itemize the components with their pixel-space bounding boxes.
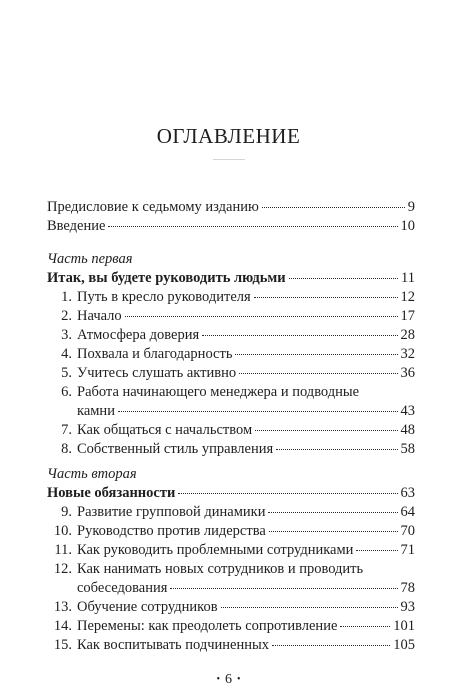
toc-entry-title: Атмосфера доверия (77, 327, 200, 343)
toc-entry-page: 17 (400, 308, 415, 324)
toc-entry-page: 12 (400, 289, 415, 305)
toc-entry-page: 93 (400, 599, 415, 615)
toc-entry-title: Учитесь слушать активно (77, 365, 237, 381)
chapter-number: 10. (53, 523, 72, 539)
toc-entry-page: 10 (400, 218, 415, 234)
dot-leader (276, 448, 397, 450)
toc-entry-title: собеседования (77, 580, 168, 596)
toc-entry-title: Предисловие к седьмому изданию (47, 199, 259, 215)
toc-entry-page: 78 (400, 580, 415, 596)
chapter-number: 9. (61, 504, 72, 520)
toc-entry-title: Введение (47, 218, 106, 234)
toc-chapter (77, 403, 415, 420)
dot-leader (340, 625, 390, 627)
page-number: 6 (225, 672, 232, 687)
chapter-number: 11. (54, 542, 72, 558)
toc-entry-page: 64 (400, 504, 415, 520)
toc-entry-page: 43 (400, 403, 415, 419)
toc-entry-page: 70 (400, 523, 415, 539)
part-label: Часть вторая (47, 466, 137, 482)
toc-chapter (47, 523, 415, 540)
toc-entry-title: Как общаться с начальством (77, 422, 253, 438)
toc-entry-page: 105 (393, 637, 415, 653)
chapter-number: 13. (53, 599, 72, 615)
chapter-number: 6. (61, 384, 72, 400)
chapter-number: 15. (53, 637, 72, 653)
toc-chapter (47, 346, 415, 363)
toc-entry-title: Итак, вы будете руководить людьми (47, 270, 286, 286)
chapter-number: 8. (61, 441, 72, 457)
chapter-number: 2. (61, 308, 72, 324)
bullet-icon: • (216, 674, 220, 686)
toc-entry-introduction (47, 218, 415, 235)
dot-leader (289, 277, 398, 279)
chapter-number: 5. (61, 365, 72, 381)
toc-entry-title: Новые обязанности (47, 485, 176, 501)
toc-chapter (47, 365, 415, 382)
dot-leader (178, 492, 397, 494)
dot-leader (262, 206, 405, 208)
dot-leader (108, 225, 397, 227)
toc-entry-title: Перемены: как преодолеть сопротивление (77, 618, 338, 634)
toc-chapter (47, 308, 415, 325)
toc-chapter (47, 441, 415, 458)
toc-entry-title: Руководство против лидерства (77, 523, 266, 539)
dot-leader (255, 429, 397, 431)
part-label: Часть первая (47, 251, 133, 267)
toc-chapter-first-line (47, 561, 363, 578)
toc-entry-page: 58 (400, 441, 415, 457)
toc-entry-title: Похвала и благодарность (77, 346, 233, 362)
toc-entry-page: 9 (407, 199, 415, 215)
toc-entry-page: 32 (400, 346, 415, 362)
page-title: ОГЛАВЛЕНИЕ (156, 124, 301, 148)
toc-entry-page: 48 (400, 422, 415, 438)
toc-entry-page: 28 (400, 327, 415, 343)
chapter-number: 12. (53, 561, 72, 577)
toc-chapter-first-line (47, 384, 359, 401)
toc-chapter (47, 542, 415, 559)
toc-entry-title: Путь в кресло руководителя (77, 289, 251, 305)
toc-entry-page: 36 (400, 365, 415, 381)
chapter-number: 4. (61, 346, 72, 362)
toc-chapter (47, 599, 415, 616)
chapter-number: 3. (61, 327, 72, 343)
dot-leader (356, 549, 397, 551)
toc-entry-title: Обучение сотрудников (77, 599, 218, 615)
dot-leader (125, 315, 398, 317)
toc-entry-page: 11 (401, 270, 415, 286)
toc-entry-title: Как нанимать новых сотрудников и проводить (77, 561, 364, 577)
toc-entry-page: 63 (400, 485, 415, 501)
toc-chapter (47, 504, 415, 521)
toc-part-heading (47, 485, 415, 502)
dot-leader (235, 353, 397, 355)
toc-entry-page: 71 (400, 542, 415, 558)
dot-leader (272, 644, 390, 646)
dot-leader (268, 511, 397, 513)
toc-entry-title: Начало (77, 308, 122, 324)
toc-chapter (47, 327, 415, 344)
toc-chapter (77, 580, 415, 597)
toc-entry-page: 101 (393, 618, 415, 634)
dot-leader (269, 530, 398, 532)
toc-chapter (47, 289, 415, 306)
toc-entry-preface (47, 199, 415, 216)
dot-leader (254, 296, 398, 298)
toc-chapter (47, 637, 415, 654)
toc-entry-title: Развитие групповой динамики (77, 504, 266, 520)
dot-leader (239, 372, 397, 374)
toc-entry-title: Как руководить проблемными сотрудниками (77, 542, 354, 558)
dot-leader (118, 410, 398, 412)
chapter-number: 7. (61, 422, 72, 438)
dot-leader (170, 587, 397, 589)
toc-entry-title: Работа начинающего менеджера и подводные (77, 384, 360, 400)
toc-entry-title: Собственный стиль управления (77, 441, 274, 457)
toc-entry-title: камни (77, 403, 115, 419)
toc-chapter (47, 422, 415, 439)
dot-leader (202, 334, 397, 336)
chapter-number: 14. (53, 618, 72, 634)
bullet-icon: • (237, 674, 241, 686)
page-footer (0, 672, 457, 688)
toc-chapter (47, 618, 415, 635)
title-divider (213, 159, 245, 160)
dot-leader (221, 606, 398, 608)
toc-entry-title: Как воспитывать подчиненных (77, 637, 269, 653)
toc-part-heading (47, 270, 415, 287)
chapter-number: 1. (61, 289, 72, 305)
